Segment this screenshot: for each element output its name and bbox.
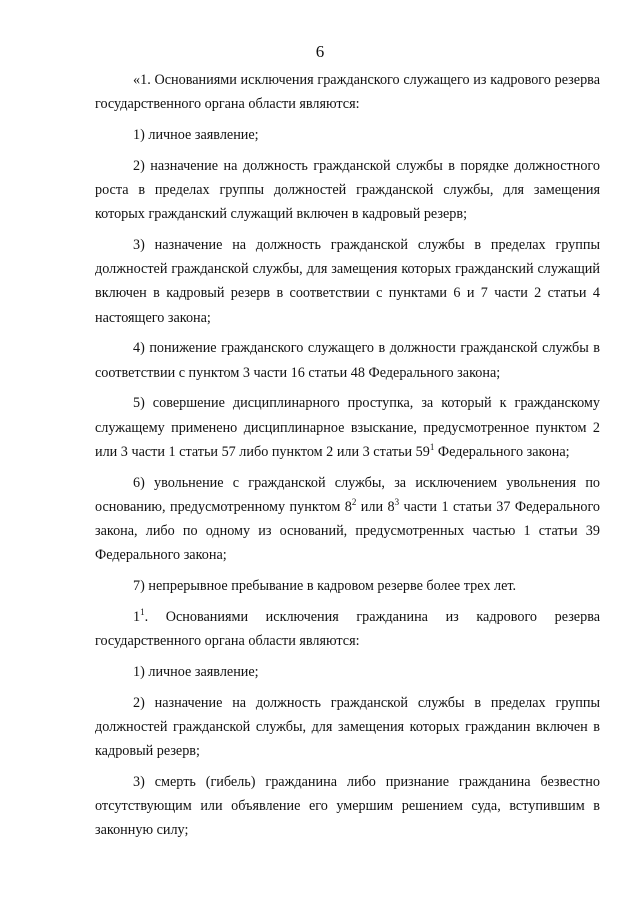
superscript: 1 bbox=[429, 441, 435, 452]
paragraph bbox=[95, 336, 600, 384]
paragraph bbox=[95, 574, 600, 598]
paragraph bbox=[95, 154, 600, 227]
text-run: или 8 bbox=[356, 498, 395, 515]
text-run: 1) личное заявление; bbox=[133, 663, 259, 680]
text-run: 5) совершение дисциплинарного проступка, за который к гражданскому служащему применено дисциплинарное взыскание, предусмотренное пунктом 2 или 3 части 1 статьи 57 либо пунктом 2 или 3 статьи 59 bbox=[95, 395, 600, 460]
text-run: . Основаниями исключения гражданина из кадрового резерва государственного органа области являются: bbox=[95, 608, 600, 650]
text-run: 3) назначение на должность гражданской службы в пределах группы должностей гражданской службы, для замещения которых гражданский служащий включен в кадровый резерв в соответствии с пунктами 6 и 7 части 2 статьи 4 настоящего закона; bbox=[95, 237, 600, 326]
paragraph bbox=[95, 68, 600, 116]
text-run: 2) назначение на должность гражданской службы в порядке должностного роста в пределах группы должностей гражданской службы, для замещения которых гражданский служащий включен в кадровый резерв; bbox=[95, 157, 600, 223]
paragraph bbox=[95, 691, 600, 764]
superscript: 3 bbox=[394, 496, 400, 507]
paragraph bbox=[95, 391, 600, 464]
text-run: 3) смерть (гибель) гражданина либо признание гражданина безвестно отсутствующим или объявление его умершим решением суда, вступившим в законную силу; bbox=[95, 773, 600, 839]
paragraph bbox=[95, 605, 600, 653]
text-run: «1. Основаниями исключения гражданского служащего из кадрового резерва государственного органа области являются: bbox=[95, 72, 600, 113]
text-run: части 1 статьи 37 Федерального закона, либо по одному из оснований, предусмотренных частью 1 статьи 39 Федерального закона; bbox=[95, 498, 600, 564]
text-run: 2) назначение на должность гражданской службы в пределах группы должностей гражданской службы, для замещения которых гражданин включен в кадровый резерв; bbox=[95, 694, 600, 760]
text-run: 1 bbox=[133, 608, 141, 625]
superscript: 2 bbox=[351, 496, 357, 507]
paragraph bbox=[95, 471, 600, 568]
text-run: Федерального закона; bbox=[434, 443, 570, 460]
paragraph bbox=[95, 123, 600, 147]
paragraph bbox=[95, 770, 600, 843]
text-run: 7) непрерывное пребывание в кадровом резерве более трех лет. bbox=[133, 578, 517, 595]
paragraph bbox=[95, 233, 600, 330]
paragraph bbox=[95, 660, 600, 684]
page-number: 6 bbox=[315, 42, 325, 61]
document-body bbox=[95, 68, 600, 849]
text-run: 1) личное заявление; bbox=[133, 127, 259, 143]
superscript: 1 bbox=[140, 606, 145, 617]
text-run: 6) увольнение с гражданской службы, за исключением увольнения по основанию, предусмотренному пунктом 8 bbox=[95, 474, 600, 515]
text-run: 4) понижение гражданского служащего в должности гражданской службы в соответствии с пунктом 3 части 16 статьи 48 Федерального закона; bbox=[95, 340, 600, 381]
